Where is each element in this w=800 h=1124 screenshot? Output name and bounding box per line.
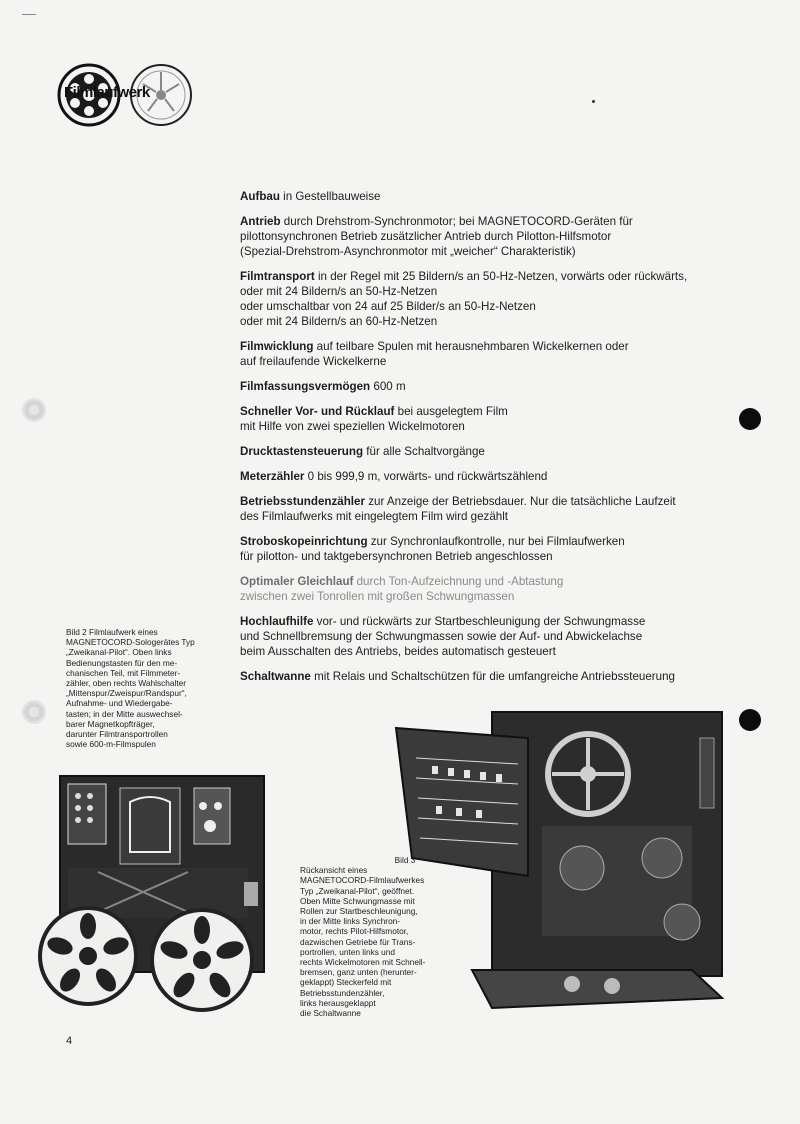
spec-item — [240, 574, 740, 604]
spec-item — [240, 379, 740, 394]
spec-text: auf teilbare Spulen mit herausnehmbaren Wickelkernen oder — [313, 340, 629, 353]
spec-item — [240, 444, 740, 459]
spec-text: in der Regel mit 25 Bildern/s an 50-Hz-Netzen, vorwärts oder rückwärts, — [314, 270, 688, 283]
caption-bild-3-title: Bild 3 — [394, 855, 416, 865]
spec-term: Filmfassungsvermögen — [240, 380, 371, 393]
caption-line: Rückansicht eines — [300, 865, 368, 876]
spec-item — [240, 494, 740, 524]
spec-text: für alle Schaltvorgänge — [363, 445, 485, 458]
caption-line: rechts Wickelmotoren mit Schnell- — [300, 957, 426, 968]
spec-text: bei ausgelegtem Film — [394, 405, 508, 418]
spec-item — [240, 269, 740, 329]
caption-line: bremsen, ganz unten (herunter- — [300, 967, 417, 978]
caption-line: MAGNETOCORD-Sologerätes Typ — [66, 637, 195, 648]
spec-text: zur Anzeige der Betriebsdauer. Nur die tatsächliche Laufzeit — [364, 495, 676, 508]
spec-text: pilottonsynchronen Betrieb zusätzlicher Antrieb durch Pilotton-Hilfsmotor — [240, 230, 612, 243]
photo-filmlaufwerk-rear-open — [392, 708, 732, 1014]
caption-line: sowie 600-m-Filmspulen — [66, 739, 156, 750]
spec-term: Hochlaufhilfe — [240, 615, 314, 628]
spec-term: Drucktastensteuerung — [240, 445, 364, 458]
caption-line: Rollen zur Startbeschleunigung, — [300, 906, 418, 917]
spec-term: Filmtransport — [240, 270, 315, 283]
spec-text: für pilotton- und taktgebersynchronen Betrieb angeschlossen — [240, 550, 553, 563]
spec-text: beim Ausschalten des Antriebs, beides automatisch gesteuert — [240, 645, 556, 658]
caption-line: Oben Mitte Schwungmasse mit — [300, 895, 415, 906]
spec-term: Schneller Vor- und Rücklauf — [240, 405, 395, 418]
caption-line: die Schaltwanne — [300, 1008, 361, 1019]
spec-text: auf freilaufende Wickelkerne — [240, 355, 387, 368]
spec-item — [240, 614, 740, 659]
spec-item — [240, 339, 740, 369]
caption-bild-2 — [66, 627, 236, 749]
spec-text: in Gestellbauweise — [279, 190, 381, 203]
caption-line: Bild 2 Filmlaufwerk eines — [66, 627, 158, 637]
caption-line: chanischen Teil, mit Filmmeter- — [66, 667, 181, 678]
spec-text: mit Relais und Schaltschützen für die umfangreiche Antriebssteuerung — [310, 670, 675, 683]
spec-text: oder mit 24 Bildern/s an 50-Hz-Netzen — [240, 285, 438, 298]
spec-text: durch Ton-Aufzeichnung und -Abtastung — [353, 575, 564, 588]
spec-term: Aufbau — [240, 190, 280, 203]
punch-hole-mark — [22, 700, 46, 724]
caption-line: barer Magnetkopfträger, — [66, 718, 155, 729]
caption-line: geklappt) Steckerfeld mit — [300, 977, 392, 988]
binder-hole — [739, 709, 761, 731]
spec-item — [240, 189, 740, 204]
caption-line: Aufnahme- und Wiedergabe- — [66, 698, 173, 709]
caption-line: darunter Filmtransportrollen — [66, 729, 168, 740]
caption-line: Bedienungstasten für den me- — [66, 657, 178, 668]
filmlaufwerk-logo — [56, 62, 196, 128]
spec-item — [240, 214, 740, 259]
spec-text: des Filmlaufwerks mit eingelegtem Film wird gezählt — [240, 510, 509, 523]
caption-line: MAGNETOCORD-Filmlaufwerkes — [300, 875, 425, 886]
speck — [592, 100, 595, 103]
caption-line: Typ „Zweikanal-Pilot“, geöffnet. — [300, 885, 415, 896]
spec-text: vor- und rückwärts zur Startbeschleunigung der Schwungmasse — [313, 615, 646, 628]
binder-hole — [739, 408, 761, 430]
page-number: 4 — [66, 1035, 73, 1047]
spec-text: 0 bis 999,9 m, vorwärts- und rückwärtszählend — [304, 470, 548, 483]
spec-term: Filmwicklung — [240, 340, 314, 353]
punch-hole-mark — [22, 398, 46, 422]
spec-term: Betriebsstundenzähler — [240, 495, 365, 508]
caption-line: portrollen, unten links und — [300, 946, 396, 957]
caption-line: Betriebsstundenzähler, — [300, 987, 385, 998]
spec-text: oder mit 24 Bildern/s an 60-Hz-Netzen — [240, 315, 438, 328]
spec-text: zwischen zwei Tonrollen mit großen Schwungmassen — [240, 590, 515, 603]
spec-term: Meterzähler — [240, 470, 305, 483]
film-reel-right — [152, 910, 252, 1010]
spec-text: durch Drehstrom-Synchronmotor; bei MAGNETOCORD-Geräten für — [280, 215, 633, 228]
photo-filmlaufwerk-front — [38, 772, 278, 1014]
spec-item — [240, 534, 740, 564]
caption-line: tasten; in der Mitte auswechsel- — [66, 708, 183, 719]
caption-line: „Mittenspur/Zweispur/Randspur“, — [66, 688, 187, 699]
spec-text: mit Hilfe von zwei speziellen Wickelmotoren — [240, 420, 465, 433]
spec-text: zur Synchronlaufkontrolle, nur bei Filmlaufwerken — [367, 535, 625, 548]
spec-text: 600 m — [370, 380, 406, 393]
caption-line: motor, rechts Pilot-Hilfsmotor, — [300, 926, 409, 937]
spec-text: (Spezial-Drehstrom-Asynchronmotor mit „weicher“ Charakteristik) — [240, 245, 576, 258]
spec-term: Antrieb — [240, 215, 281, 228]
spec-item — [240, 469, 740, 484]
spec-term: Schaltwanne — [240, 670, 311, 683]
caption-line: „Zweikanal-Pilot“. Oben links — [66, 647, 172, 658]
spec-text: oder umschaltbar von 24 auf 25 Bilder/s an 50-Hz-Netzen — [240, 300, 536, 313]
logo-text: Filmlaufwerk — [64, 84, 150, 101]
spec-term: Stroboskopeinrichtung — [240, 535, 368, 548]
spec-item — [240, 669, 740, 684]
caption-line: in der Mitte links Synchron- — [300, 916, 401, 927]
specification-list — [240, 189, 740, 694]
film-reel-left — [40, 908, 136, 1004]
caption-line: links herausgeklappt — [300, 997, 376, 1008]
spec-item — [240, 404, 740, 434]
spec-text: und Schnellbremsung der Schwungmassen sowie der Auf- und Abwickelachse — [240, 630, 643, 643]
spec-term: Optimaler Gleichlauf — [240, 575, 354, 588]
caption-line: zähler, oben rechts Wahlschalter — [66, 678, 187, 689]
margin-mark — [22, 14, 36, 15]
caption-line: dazwischen Getriebe für Trans- — [300, 936, 416, 947]
